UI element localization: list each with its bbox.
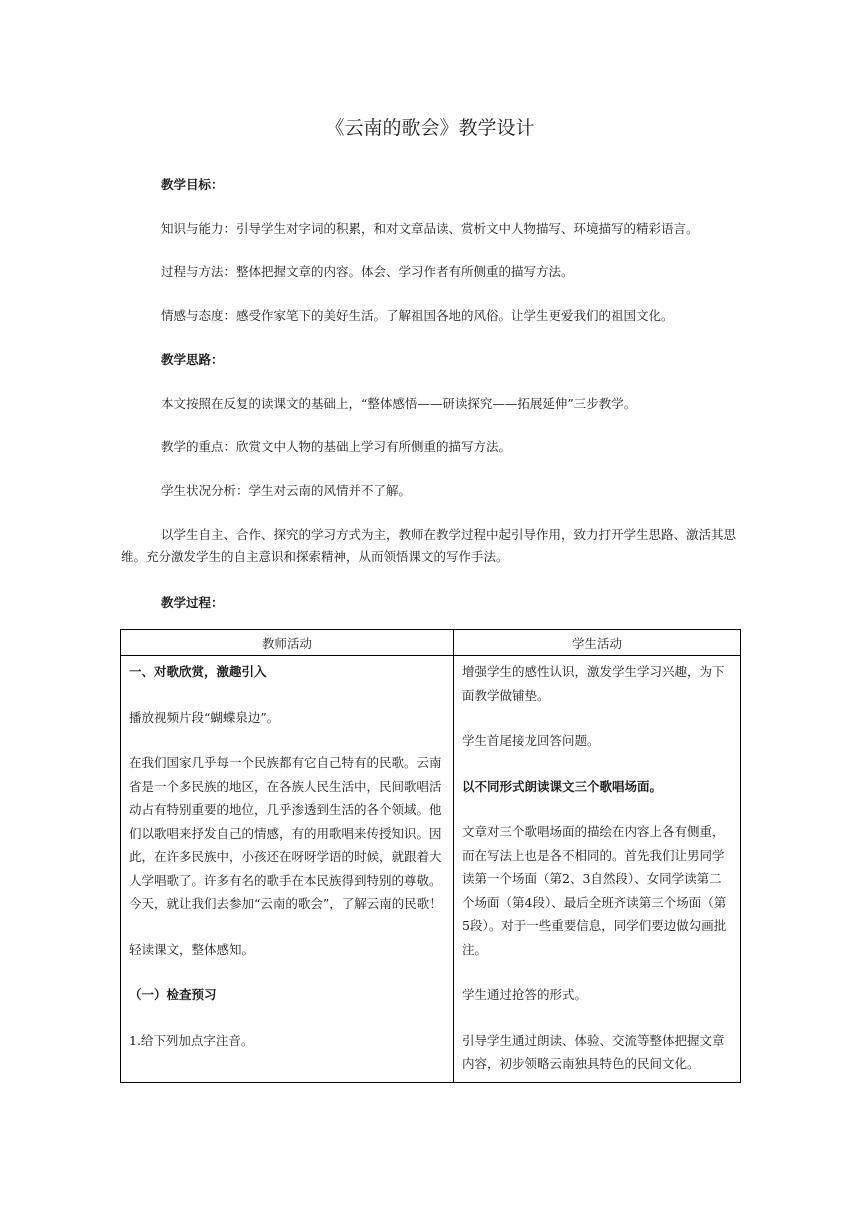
objective-emotion: 情感与态度：感受作家笔下的美好生活。了解祖国各地的风俗。让学生更爱我们的祖国文化。 [161, 308, 674, 323]
document-title: 《云南的歌会》教学设计 [325, 117, 535, 139]
approach-paragraph-1: 本文按照在反复的读课文的基础上，“整体感悟——研读探究——拓展延伸”三步教学。 [161, 396, 637, 411]
teacher-text: 播放视频片段“蝴蝶泉边”。 [129, 709, 280, 725]
objective-process: 过程与方法：整体把握文章的内容。体会、学习作者有所侧重的描写方法。 [161, 264, 574, 279]
teacher-text: 在我们国家几乎每一个民族都有它自己特有的民歌。云南省是一个多民族的地区，在各族人民生活中，民间歌唱活动占有特别重要的地位，几乎渗透到生活的各个领域。他们以歌唱来抒发自己的情感，有的用歌唱来传授知识。因此，在许多民族中，小孩还在呀呀学语的时候，就跟着大人学唱歌了。许多有名的歌手在本民族得到特别的尊敬。今天，就让我们去参加“云南的歌会”，了解云南的民歌！ [129, 755, 442, 911]
approach-heading: 教学思路： [161, 352, 224, 367]
student-activity-cell [454, 656, 741, 1083]
student-text: 文章对三个歌唱场面的描绘在内容上各有侧重，而在写法上也是各不相同的。首先我们让男同学读第一个场面（第2、3自然段）、女同学读第二个场面（第4段）、最后全班齐读第三个场面（第5段）。对于一些重要信息，同学们要边做勾画批注。 [462, 824, 727, 957]
subsection-heading: （一）检查预习 [129, 987, 217, 1002]
approach-paragraph-2: 教学的重点：欣赏文中人物的基础上学习有所侧重的描写方法。 [161, 439, 512, 454]
student-text: 学生首尾接龙回答问题。 [462, 733, 600, 748]
objectives-heading: 教学目标： [161, 177, 224, 192]
process-table [120, 629, 741, 1083]
teacher-activity-cell [121, 656, 454, 1083]
teacher-text: 轻读课文，整体感知。 [129, 941, 255, 957]
approach-paragraph-4: 以学生自主、合作、探究的学习方式为主，教师在教学过程中起引导作用，致力打开学生思路、激活其思维。充分激发学生的自主意识和探索精神，从而领悟课文的写作手法。 [121, 527, 737, 564]
table-row [121, 656, 741, 1083]
table-header-row [121, 630, 741, 656]
student-text: 学生通过抢答的形式。 [462, 987, 588, 1002]
student-bold-text: 以不同形式朗读课文三个歌唱场面。 [462, 778, 663, 794]
objective-knowledge: 知识与能力：引导学生对字词的积累，和对文章品读、赏析文中人物描写、环境描写的精彩语言。 [161, 221, 699, 236]
approach-paragraph-3: 学生状况分析：学生对云南的风情并不了解。 [161, 483, 412, 498]
teacher-activity-header: 教师活动 [121, 630, 454, 656]
teacher-text: 1.给下列加点字注音。 [129, 1032, 254, 1048]
student-text: 增强学生的感性认识，激发学生学习兴趣，为下面教学做铺垫。 [462, 664, 725, 703]
process-heading: 教学过程： [161, 595, 224, 610]
section-heading: 一、对歌欣赏，激趣引入 [129, 664, 267, 679]
student-text: 引导学生通过朗读、体验、交流等整体把握文章内容，初步领略云南独具特色的民间文化。 [462, 1032, 725, 1071]
student-activity-header: 学生活动 [454, 630, 741, 656]
